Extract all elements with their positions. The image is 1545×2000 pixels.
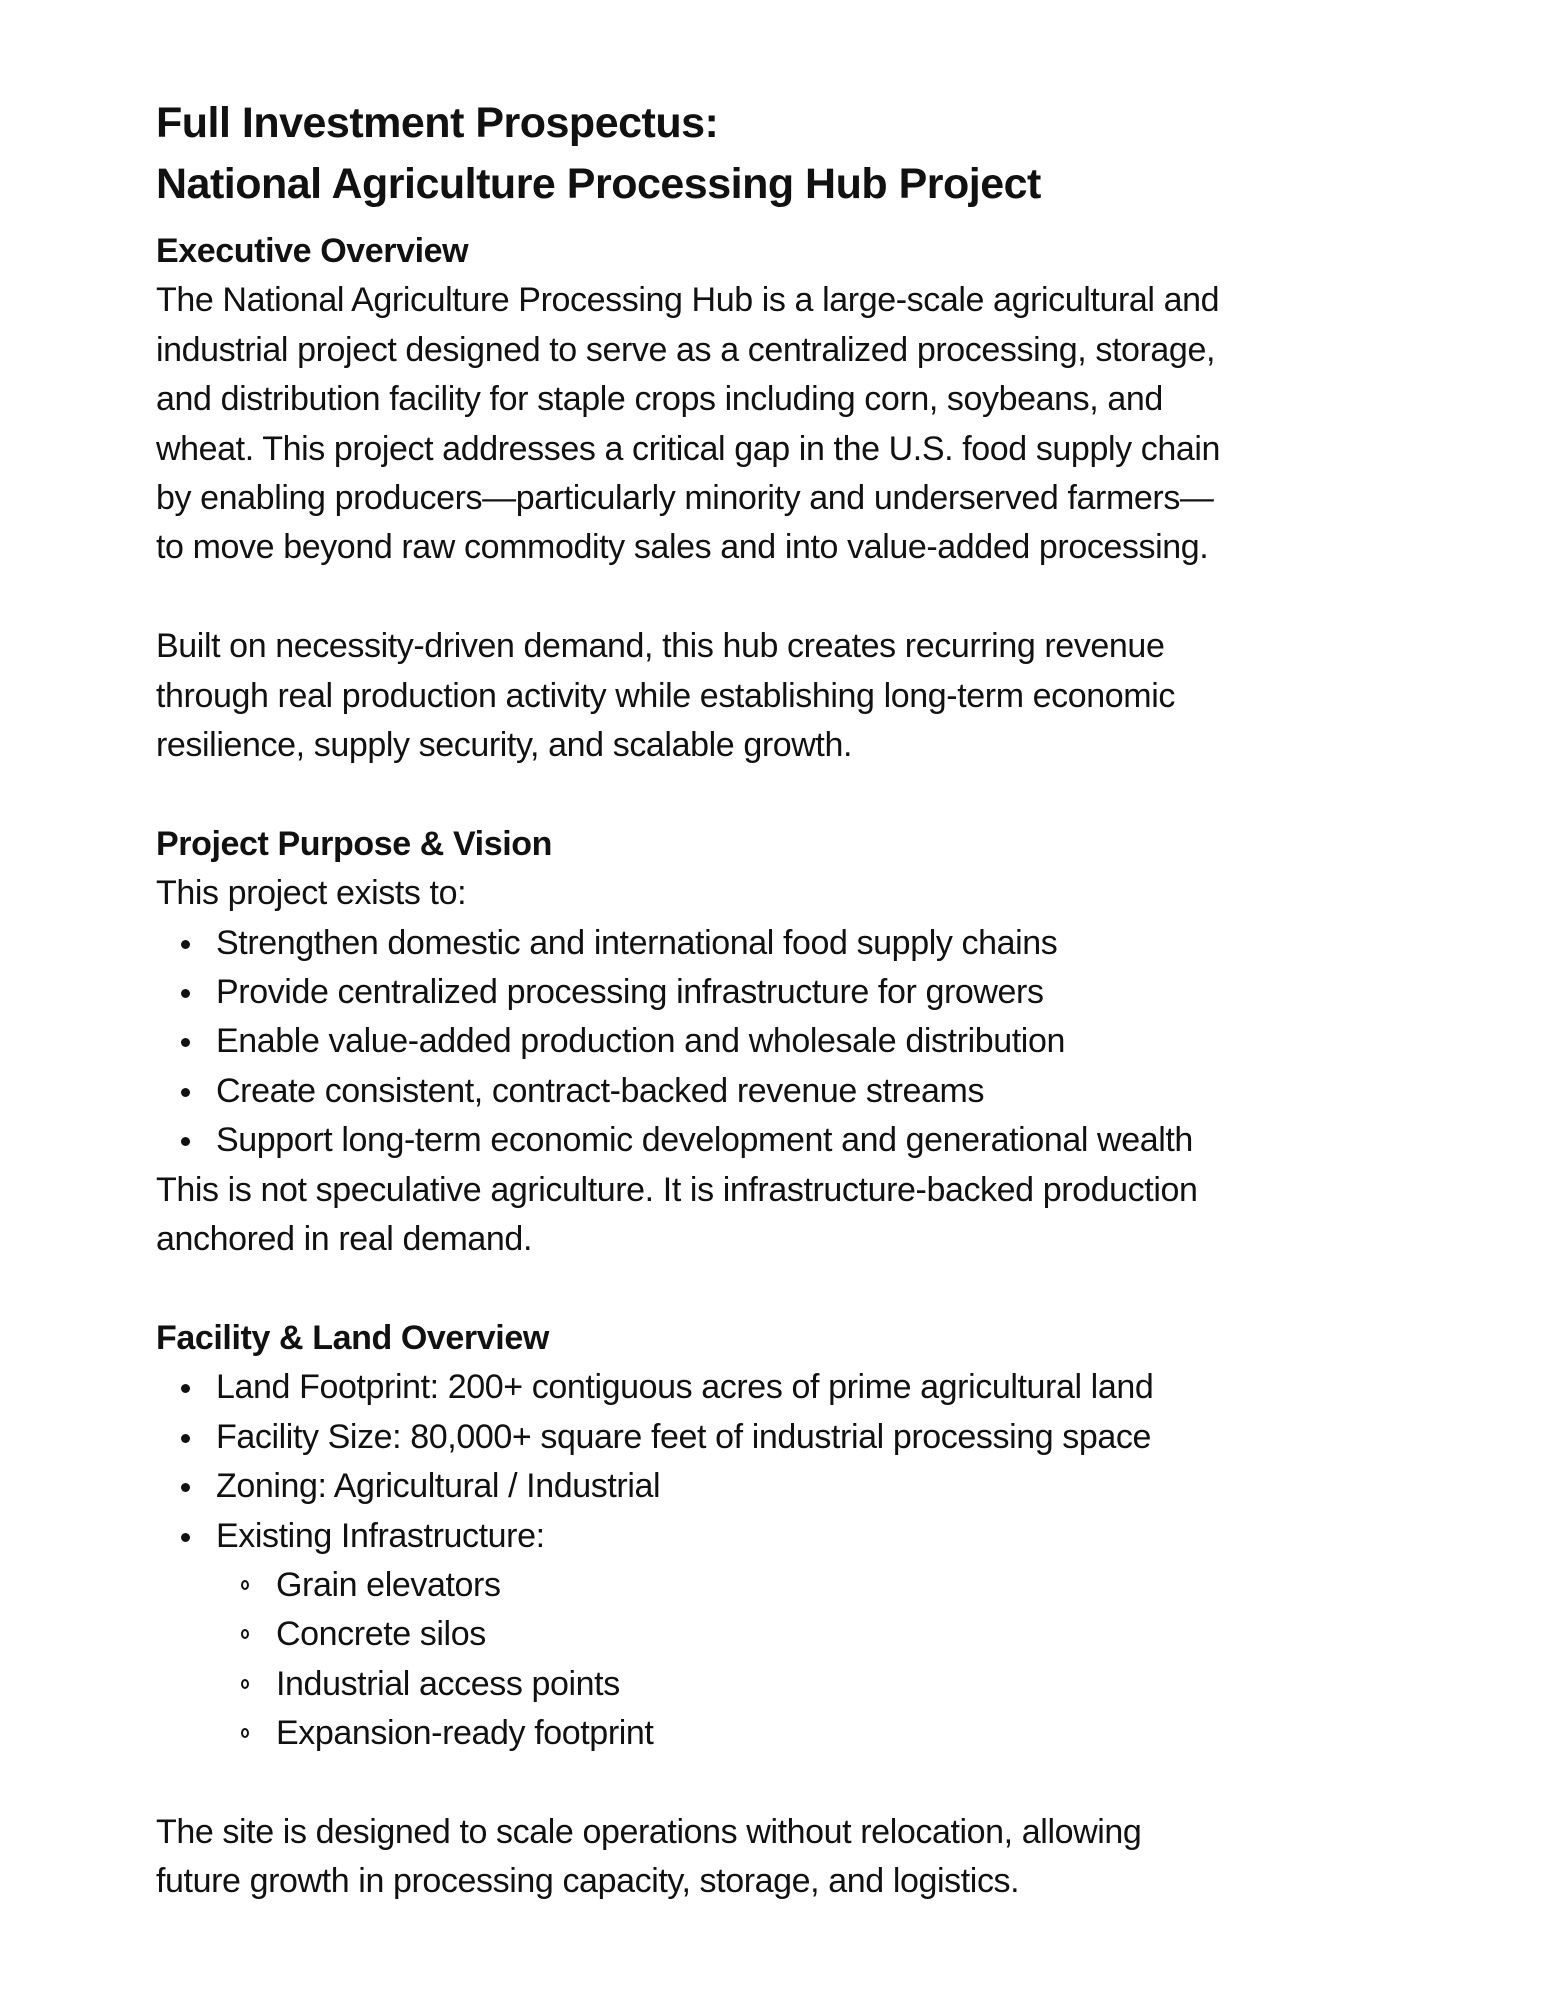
- document-title-line-2: National Agriculture Processing Hub Project: [156, 160, 1041, 208]
- text-line: The site is designed to scale operations without relocation, allowing: [156, 1812, 1142, 1851]
- list-item: Facility Size: 80,000+ square feet of industrial processing space: [156, 1413, 1456, 1462]
- list-item: Strengthen domestic and international food supply chains: [156, 919, 1456, 968]
- text-line: wheat. This project addresses a critical gap in the U.S. food supply chain: [156, 429, 1221, 468]
- text-line: and distribution facility for staple crops including corn, soybeans, and: [156, 380, 1163, 419]
- list-item: Land Footprint: 200+ contiguous acres of prime agricultural land: [156, 1363, 1456, 1412]
- text-line: resilience, supply security, and scalable growth.: [156, 726, 853, 765]
- section-heading-purpose: Project Purpose & Vision: [156, 824, 552, 863]
- text-line: through real production activity while establishing long-term economic: [156, 676, 1175, 715]
- sub-list-item: Concrete silos: [156, 1610, 1456, 1659]
- text-line: anchored in real demand.: [156, 1220, 532, 1259]
- list-item: Create consistent, contract-backed revenue streams: [156, 1067, 1456, 1116]
- executive-overview-paragraph-2: [156, 622, 1456, 770]
- section-heading-facility: Facility & Land Overview: [156, 1318, 549, 1357]
- list-item: Provide centralized processing infrastructure for growers: [156, 968, 1456, 1017]
- text-line: future growth in processing capacity, storage, and logistics.: [156, 1862, 1020, 1901]
- list-item: Existing Infrastructure:: [156, 1512, 1456, 1561]
- sub-list-item: Industrial access points: [156, 1660, 1456, 1709]
- sub-list-item: Expansion-ready footprint: [156, 1709, 1456, 1758]
- text-line: industrial project designed to serve as a centralized processing, storage,: [156, 330, 1215, 369]
- text-line: This is not speculative agriculture. It is infrastructure-backed production: [156, 1170, 1198, 1209]
- list-item: Zoning: Agricultural / Industrial: [156, 1462, 1456, 1511]
- purpose-bullet-list: [156, 919, 1456, 1166]
- list-item: Enable value-added production and wholesale distribution: [156, 1017, 1456, 1066]
- text-line: The National Agriculture Processing Hub is a large-scale agricultural and: [156, 281, 1220, 320]
- list-item: Support long-term economic development and generational wealth: [156, 1116, 1456, 1165]
- text-line: Built on necessity-driven demand, this hub creates recurring revenue: [156, 627, 1165, 666]
- sub-list-item: Grain elevators: [156, 1561, 1456, 1610]
- executive-overview-paragraph-1: [156, 276, 1456, 572]
- text-line: to move beyond raw commodity sales and into value-added processing.: [156, 528, 1209, 567]
- document-title-line-1: Full Investment Prospectus:: [156, 99, 719, 147]
- section-heading-executive-overview: Executive Overview: [156, 232, 469, 270]
- facility-bullet-list: [156, 1363, 1456, 1758]
- purpose-intro: This project exists to:: [156, 874, 467, 913]
- text-line: by enabling producers—particularly minority and underserved farmers—: [156, 479, 1214, 518]
- document: [156, 93, 1456, 1907]
